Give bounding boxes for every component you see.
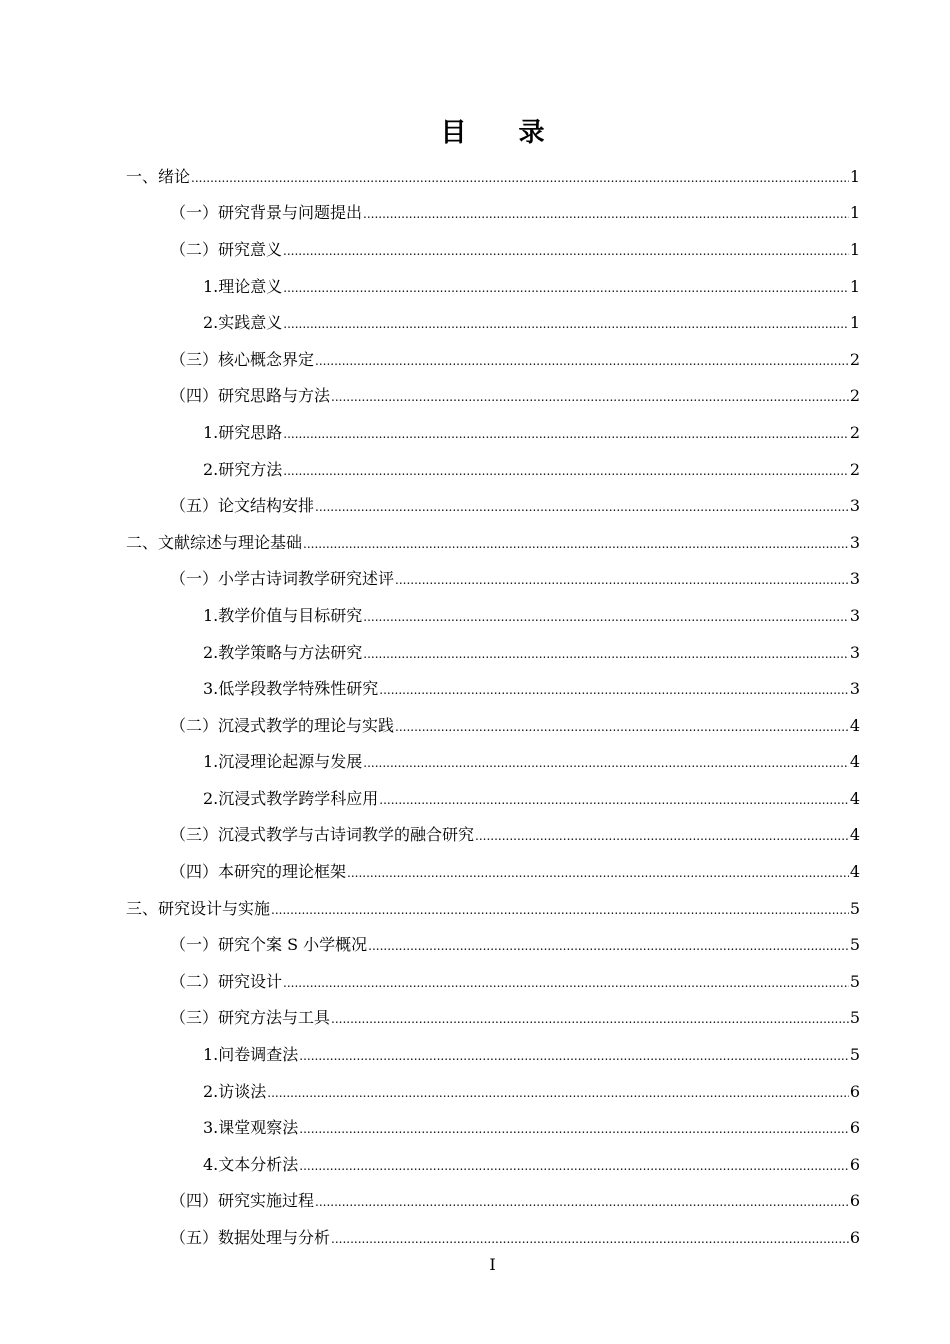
toc-entry-page: 3 <box>849 679 860 699</box>
title-char: 录 <box>518 118 545 148</box>
toc-entry[interactable] <box>0 927 950 964</box>
toc-entry-page: 6 <box>849 1154 860 1174</box>
toc-entry[interactable] <box>0 232 950 269</box>
toc-entry-line <box>170 825 860 846</box>
toc-entry-label: 2.沉浸式教学跨学科应用 <box>203 788 379 808</box>
toc-entry-line <box>170 1191 860 1212</box>
toc-entry-page: 4 <box>849 752 860 772</box>
toc-leader-dots <box>363 607 849 627</box>
toc-entry-page: 3 <box>849 569 860 589</box>
toc-entry-page: 1 <box>849 313 860 333</box>
toc-entry-line <box>203 313 860 334</box>
toc-leader-dots <box>299 1046 849 1066</box>
toc-entry-page: 3 <box>849 496 860 516</box>
toc-entry-line <box>203 679 860 700</box>
toc-entry-label: （一）研究背景与问题提出 <box>170 203 363 223</box>
toc-entry[interactable] <box>0 196 950 233</box>
toc-leader-dots <box>331 387 849 407</box>
toc-entry-page: 2 <box>849 386 860 406</box>
toc-entry-page: 5 <box>849 898 860 918</box>
toc-entry[interactable] <box>0 1147 950 1184</box>
toc-entry-page: 3 <box>849 532 860 552</box>
toc-entry-line <box>203 1045 860 1066</box>
toc-entry-page: 5 <box>849 1045 860 1065</box>
toc-leader-dots <box>283 424 849 444</box>
toc-entry-line <box>170 386 860 407</box>
toc-entry-page: 1 <box>849 166 860 186</box>
toc-entry-label: （四）本研究的理论框架 <box>170 862 347 882</box>
toc-entry-line <box>203 789 860 810</box>
toc-entry[interactable] <box>0 1001 950 1038</box>
toc-entry-page: 1 <box>849 203 860 223</box>
toc-leader-dots <box>315 1192 849 1212</box>
toc-leader-dots <box>283 314 849 334</box>
toc-entry[interactable] <box>0 1074 950 1111</box>
toc-entry[interactable] <box>0 854 950 891</box>
toc-entry-label: 2.研究方法 <box>203 459 283 479</box>
toc-leader-dots <box>475 826 849 846</box>
toc-leader-dots <box>363 204 849 224</box>
toc-entry-line <box>170 862 860 883</box>
toc-entry-page: 4 <box>849 862 860 882</box>
toc-entry-label: （四）研究思路与方法 <box>170 386 331 406</box>
toc-entry[interactable] <box>0 525 950 562</box>
toc-leader-dots <box>363 644 849 664</box>
toc-entry-line <box>170 496 860 517</box>
toc-entry-label: 1.理论意义 <box>203 276 283 296</box>
toc-entry-page: 4 <box>849 715 860 735</box>
toc-entry[interactable] <box>0 635 950 672</box>
title-char: 目 <box>440 118 467 148</box>
toc-leader-dots <box>271 900 849 920</box>
toc-leader-dots <box>299 1119 849 1139</box>
toc-leader-dots <box>191 168 849 188</box>
toc-leader-dots <box>283 461 849 481</box>
toc-leader-dots <box>299 1156 849 1176</box>
toc-entry-label: 二、文献综述与理论基础 <box>126 532 303 552</box>
toc-entry-line <box>126 167 860 188</box>
toc-entry-label: 三、研究设计与实施 <box>126 898 271 918</box>
toc-leader-dots <box>395 570 849 590</box>
toc-entry-line <box>170 716 860 737</box>
toc-entry-page: 2 <box>849 349 860 369</box>
toc-entry-label: 1.沉浸理论起源与发展 <box>203 752 363 772</box>
toc-leader-dots <box>303 534 849 554</box>
toc-leader-dots <box>315 351 849 371</box>
toc-entry-label: 1.教学价值与目标研究 <box>203 605 363 625</box>
toc-leader-dots <box>395 717 849 737</box>
toc-entry-label: （三）研究方法与工具 <box>170 1008 331 1028</box>
toc-entry-line <box>170 569 860 590</box>
toc-entry[interactable] <box>0 671 950 708</box>
toc-entry-label: 4.文本分析法 <box>203 1154 299 1174</box>
toc-entry[interactable] <box>0 342 950 379</box>
toc-entry-page: 4 <box>849 788 860 808</box>
toc-entry[interactable] <box>0 159 950 196</box>
toc-leader-dots <box>347 863 849 883</box>
toc-entry[interactable] <box>0 598 950 635</box>
toc-entry-line <box>170 972 860 993</box>
toc-entry-line <box>170 203 860 224</box>
toc-leader-dots <box>331 1009 849 1029</box>
toc-entry[interactable] <box>0 488 950 525</box>
page-title <box>0 112 950 149</box>
toc-entry-label: （五）数据处理与分析 <box>170 1228 331 1248</box>
toc-entry-line <box>126 533 860 554</box>
toc-entry-line <box>203 1155 860 1176</box>
toc-entry-label: （二）研究意义 <box>170 239 283 259</box>
toc-leader-dots <box>379 790 849 810</box>
toc-entry[interactable] <box>0 708 950 745</box>
toc-entry-page: 3 <box>849 605 860 625</box>
toc-entry-line <box>170 1008 860 1029</box>
toc-leader-dots <box>368 936 849 956</box>
toc-entry-page: 2 <box>849 459 860 479</box>
toc-entry[interactable] <box>0 891 950 928</box>
toc-entry-line <box>203 1118 860 1139</box>
toc-entry-label: 3.低学段教学特殊性研究 <box>203 679 379 699</box>
toc-entry-line <box>203 752 860 773</box>
toc-entry[interactable] <box>0 818 950 855</box>
toc-entry-label: 2.访谈法 <box>203 1081 267 1101</box>
toc-entry-page: 4 <box>849 825 860 845</box>
toc-entry-label: （五）论文结构安排 <box>170 496 315 516</box>
page-number: I <box>489 1255 496 1274</box>
toc-entry[interactable] <box>0 745 950 782</box>
table-of-contents <box>0 159 950 1257</box>
toc-entry-page: 5 <box>849 1008 860 1028</box>
toc-entry[interactable] <box>0 964 950 1001</box>
toc-entry-page: 3 <box>849 642 860 662</box>
toc-entry-line <box>203 423 860 444</box>
toc-entry-line <box>203 277 860 298</box>
toc-leader-dots <box>283 241 849 261</box>
toc-entry-label: （三）核心概念界定 <box>170 349 315 369</box>
toc-leader-dots <box>331 1229 849 1249</box>
toc-leader-dots <box>283 973 849 993</box>
toc-entry-label: （二）研究设计 <box>170 971 283 991</box>
toc-entry-page: 1 <box>849 276 860 296</box>
toc-entry[interactable] <box>0 452 950 489</box>
toc-entry-page: 6 <box>849 1191 860 1211</box>
toc-entry-line <box>170 240 860 261</box>
toc-entry[interactable] <box>0 562 950 599</box>
toc-entry-page: 5 <box>849 971 860 991</box>
toc-entry[interactable] <box>0 269 950 306</box>
toc-entry[interactable] <box>0 1110 950 1147</box>
toc-entry-page: 6 <box>849 1081 860 1101</box>
toc-entry[interactable] <box>0 379 950 416</box>
toc-entry-label: 1.问卷调查法 <box>203 1045 299 1065</box>
toc-entry[interactable] <box>0 1037 950 1074</box>
toc-entry-label: （四）研究实施过程 <box>170 1191 315 1211</box>
toc-entry-line <box>203 606 860 627</box>
toc-entry[interactable] <box>0 305 950 342</box>
toc-entry-label: （三）沉浸式教学与古诗词教学的融合研究 <box>170 825 475 845</box>
toc-entry-page: 2 <box>849 422 860 442</box>
toc-leader-dots <box>315 497 849 517</box>
toc-entry-label: （二）沉浸式教学的理论与实践 <box>170 715 395 735</box>
toc-entry[interactable] <box>0 781 950 818</box>
toc-entry-line <box>170 350 860 371</box>
toc-entry-page: 6 <box>849 1228 860 1248</box>
toc-leader-dots <box>379 680 849 700</box>
toc-entry-label: 3.课堂观察法 <box>203 1118 299 1138</box>
toc-entry-page: 1 <box>849 239 860 259</box>
toc-entry-label: 1.研究思路 <box>203 422 283 442</box>
toc-entry[interactable] <box>0 415 950 452</box>
toc-entry-line <box>170 935 860 956</box>
toc-leader-dots <box>267 1083 849 1103</box>
toc-entry-page: 5 <box>849 935 860 955</box>
toc-entry-label: 2.教学策略与方法研究 <box>203 642 363 662</box>
toc-entry[interactable] <box>0 1184 950 1221</box>
toc-entry[interactable] <box>0 1220 950 1257</box>
toc-entry-page: 6 <box>849 1118 860 1138</box>
toc-entry-label: （一）研究个案 S 小学概况 <box>170 935 368 955</box>
toc-leader-dots <box>363 753 849 773</box>
toc-entry-line <box>126 899 860 920</box>
toc-entry-line <box>203 460 860 481</box>
toc-entry-line <box>203 1082 860 1103</box>
toc-entry-line <box>170 1228 860 1249</box>
toc-entry-label: 一、绪论 <box>126 166 191 186</box>
toc-entry-label: （一）小学古诗词教学研究述评 <box>170 569 395 589</box>
toc-entry-label: 2.实践意义 <box>203 313 283 333</box>
toc-leader-dots <box>283 278 849 298</box>
toc-entry-line <box>203 643 860 664</box>
